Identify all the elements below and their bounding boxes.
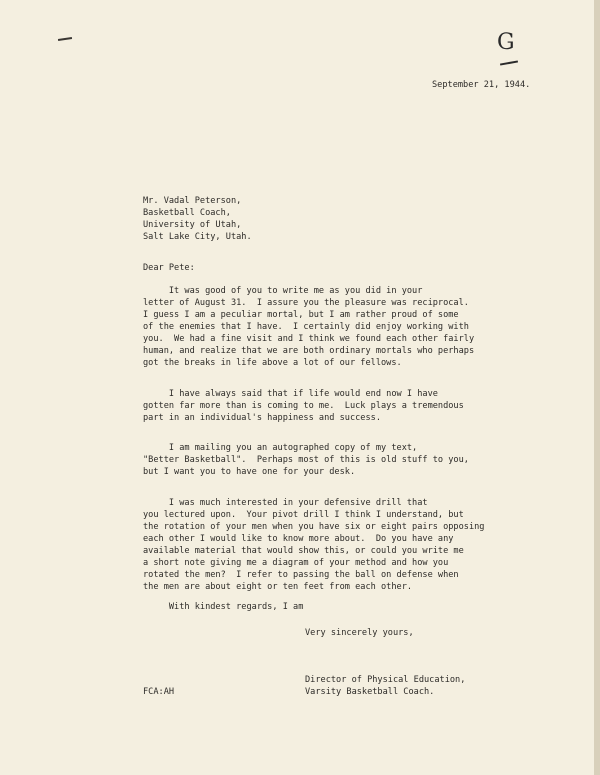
body-line: rotated the men? I refer to passing the ball on defense when [143,570,459,580]
signature-title-line: Director of Physical Education, [305,675,466,685]
body-line: I am mailing you an autographed copy of my text, [143,443,418,453]
body-line: got the breaks in life above a lot of our fellows. [143,358,402,368]
body-line: a short note giving me a diagram of your method and how you [143,558,449,568]
body-line: available material that would show this, or could you write me [143,546,464,556]
letter-date: September 21, 1944. [432,80,531,90]
body-line: the rotation of your men when you have six or eight pairs opposing [143,522,485,532]
body-line: "Better Basketball". Perhaps most of this is old stuff to you, [143,455,469,465]
body-line: letter of August 31. I assure you the pleasure was reciprocal. [143,298,469,308]
body-line: human, and realize that we are both ordinary mortals who perhaps [143,346,475,356]
page-mark: G [497,30,515,55]
body-line: you. We had a fine visit and I think we found each other fairly [143,334,475,344]
recipient-line: Salt Lake City, Utah. [143,232,252,242]
body-line: I guess I am a peculiar mortal, but I am rather proud of some [143,310,459,320]
salutation: Dear Pete: [143,263,195,273]
body-line: but I want you to have one for your desk. [143,467,356,477]
reference-initials: FCA:AH [143,687,175,697]
page-mark-underline [500,60,518,65]
body-line: the men are about eight or ten feet from each other. [143,582,413,592]
body-line: each other I would like to know more about. Do you have any [143,534,454,544]
body-line: I have always said that if life would end now I have [143,389,438,399]
closing: Very sincerely yours, [305,628,414,638]
recipient-line: Basketball Coach, [143,208,231,218]
signature-title-line: Varsity Basketball Coach. [305,687,435,697]
body-line: I was much interested in your defensive drill that [143,498,428,508]
margin-dash-mark [58,37,72,41]
recipient-line: University of Utah, [143,220,242,230]
recipient-line: Mr. Vadal Peterson, [143,196,242,206]
body-line: gotten far more than is coming to me. Luck plays a tremendous [143,401,464,411]
body-line: It was good of you to write me as you did in your [143,286,423,296]
body-line: you lectured upon. Your pivot drill I think I understand, but [143,510,464,520]
body-line: part in an individual's happiness and success. [143,413,381,423]
body-line: With kindest regards, I am [143,602,304,612]
body-line: of the enemies that I have. I certainly did enjoy working with [143,322,469,332]
